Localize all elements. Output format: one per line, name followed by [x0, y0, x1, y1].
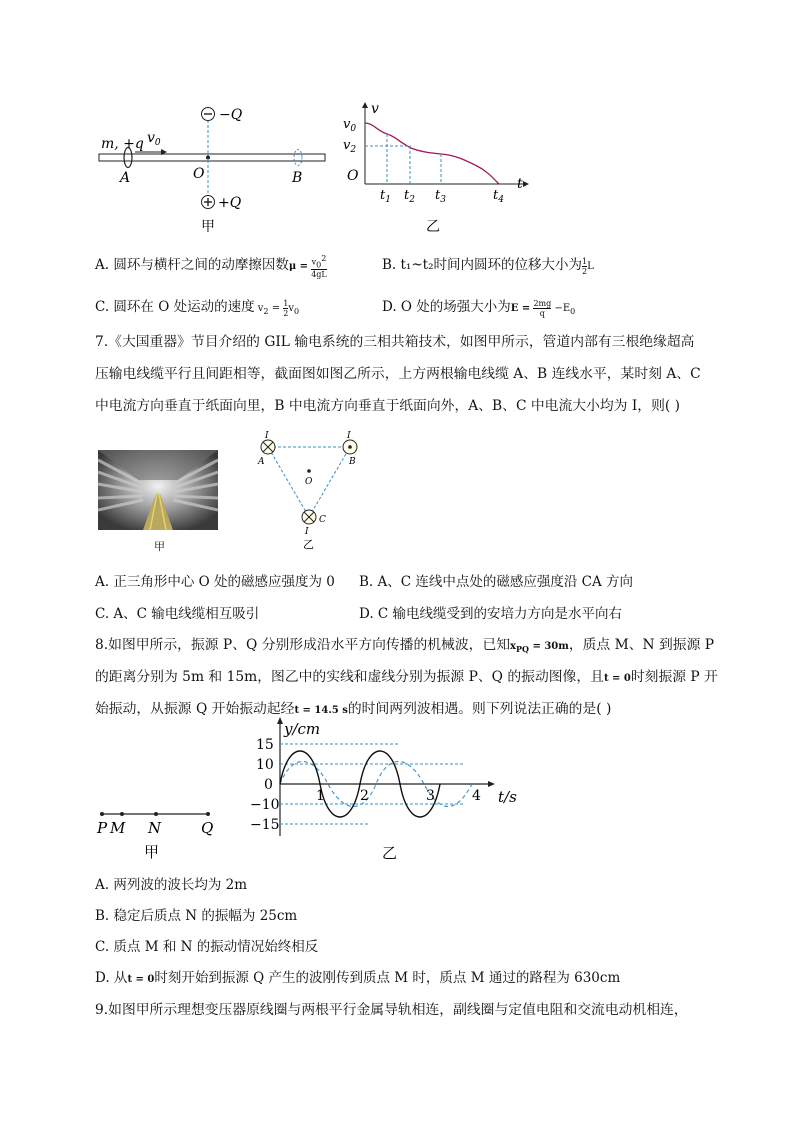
q8-text-line-1: 8.如图甲所示，振源 P、Q 分别形成沿水平方向传播的机械波，已知$x_{PQ} = 30m$，质点 M、N 到振源 P	[95, 637, 715, 654]
source-q-label: Q	[201, 819, 214, 837]
q8-option-c: C. 质点 M 和 N 的振动情况始终相反	[95, 939, 319, 955]
figure-q6-yi-vt-graph	[337, 98, 537, 238]
q7-tunnel-photo	[98, 450, 218, 530]
q6-option-b-formula: $\frac{1}{2}$ L	[582, 257, 594, 276]
q7-option-c: C. A、C 输电线缆相互吸引	[95, 606, 260, 622]
y-tick-10: 10	[256, 757, 274, 773]
q6-option-c-formula: $v_2$ = $\frac{1}{2}$ $v_0$	[254, 299, 300, 318]
q7-fig-yi-caption: 乙	[303, 538, 314, 551]
q8-fig-yi-caption: 乙	[382, 844, 398, 862]
t2-label: $t_2$	[404, 188, 415, 205]
q8-option-d: D. 从t = 0时刻开始到振源 Q 产生的波刚传到质点 M 时，质点 M 通过的路程为 630cm	[95, 970, 621, 986]
positive-charge-label: +Q	[218, 195, 242, 211]
horizontal-rod	[99, 154, 325, 161]
q7-cross-section-diagram	[253, 430, 373, 555]
q8-option-b: B. 稳定后质点 N 的振幅为 25cm	[95, 908, 298, 924]
t-tick-2: 2	[360, 788, 369, 804]
center-point-o	[206, 156, 210, 160]
y-tick-minus-10: −10	[250, 797, 280, 813]
source-p-label: P	[97, 819, 108, 837]
q8-fig-jia	[95, 800, 220, 862]
negative-charge-label: −Q	[219, 107, 243, 123]
q6-option-a: A. 圆环与横杆之间的动摩擦因数μ = $\frac{v_0^2}{4gL}$	[95, 253, 327, 280]
q8-text-line-2: 的距离分别为 5m 和 15m，图乙中的实线和虚线分别为振源 P、Q 的振动图像，且t = 0时刻振源 P 开	[95, 669, 718, 685]
q7-option-d: D. C 输电线缆受到的安培力方向是水平向右	[359, 606, 623, 622]
center-o	[307, 469, 311, 473]
ring-mass-charge-label: m, +q	[101, 136, 144, 152]
v2-label: $v_2$	[343, 138, 357, 155]
q7-option-b: B. A、C 连线中点处的磁感应强度沿 CA 方向	[359, 574, 634, 590]
q8-option-d-formula: t = 0	[127, 974, 155, 985]
q8-t145-formula: t = 14.5 s	[294, 705, 348, 716]
y-tick-0: 0	[264, 777, 273, 793]
v-axis-label: v	[371, 101, 379, 117]
q7-text-line-1: 7.《大国重器》节目介绍的 GIL 输电系统的三相共箱技术，如图甲所示，管道内部有三根绝缘超高	[95, 334, 695, 350]
q7-text-line-3: 中电流方向垂直于纸面向里，B 中电流方向垂直于纸面向外，A、B、C 中电流大小均为 I，则( )	[95, 398, 681, 414]
q7-fig-jia-caption: 甲	[154, 540, 165, 553]
t-tick-3: 3	[426, 788, 435, 804]
q8-text-line-3: 始振动，从振源 Q 开始振动起经t = 14.5 s的时间两列波相遇。则下列说法正确的是( )	[95, 701, 612, 717]
q6-option-d-formula: E = $\frac{2mg}{q}$ $-E_0$	[510, 299, 576, 318]
t-tick-1: 1	[316, 788, 325, 804]
cable-a-label: A	[258, 457, 265, 467]
t4-label: $t_4$	[493, 188, 504, 205]
q8-option-a: A. 两列波的波长均为 2m	[95, 877, 248, 893]
point-a-label: A	[120, 170, 131, 186]
point-b-label: B	[292, 170, 303, 186]
cable-c-current-label: I	[305, 527, 309, 537]
y-axis-label: y/cm	[284, 720, 321, 738]
center-o-label: O	[305, 477, 313, 487]
t-tick-4: 4	[472, 788, 481, 804]
q8-fig-jia-caption: 甲	[144, 843, 160, 861]
initial-velocity-label: $v_0$	[147, 130, 161, 148]
cable-c-label: C	[319, 515, 326, 525]
y-tick-minus-15: −15	[250, 817, 280, 833]
point-n-label: N	[148, 819, 162, 837]
figure-caption-jia: 甲	[201, 219, 215, 235]
y-tick-15: 15	[256, 737, 274, 753]
q6-option-c: C. 圆环在 O 处运动的速度 $v_2$ = $\frac{1}{2}$ $v_0$	[95, 299, 300, 318]
q8-vibration-graph	[250, 716, 530, 866]
t-axis-label: t/s	[498, 788, 517, 806]
figure-q6-jia	[95, 98, 335, 238]
velocity-curve	[365, 123, 499, 184]
t3-label: $t_3$	[435, 188, 446, 205]
point-o-label: O	[193, 166, 205, 182]
t-axis-label: t	[517, 176, 523, 192]
q6-option-b: B. t₁~t₂时间内圆环的位移大小为 $\frac{1}{2}$ L	[382, 257, 594, 276]
q8-t0-formula: t = 0	[603, 673, 631, 684]
q7-text-line-2: 压输电线缆平行且间距相等，截面图如图乙所示，上方两根输电线缆 A、B 连线水平，某时刻 A、C	[95, 366, 701, 382]
q6-option-a-formula: μ = $\frac{v_0^2}{4gL}$	[288, 253, 327, 280]
q7-option-a: A. 正三角形中心 O 处的磁感应强度为 0	[95, 574, 335, 590]
cable-a-current-label: I	[265, 431, 269, 441]
q8-xpq-formula: $x_{PQ} = 30m$	[510, 641, 569, 654]
cable-b-label: B	[349, 457, 356, 467]
q6-option-d: D. O 处的场强大小为E = $\frac{2mg}{q}$ $-E_0$	[382, 299, 576, 318]
origin-label: O	[347, 168, 359, 184]
figure-caption-yi: 乙	[426, 219, 440, 235]
q9-text-line-1: 9.如图甲所示理想变压器原线圈与两根平行金属导轨相连，副线圈与定值电阻和交流电动机相连，	[95, 1002, 688, 1018]
t1-label: $t_1$	[380, 188, 391, 205]
point-m-label: M	[110, 819, 126, 837]
cable-b-current-label: I	[347, 431, 351, 441]
v0-label: $v_0$	[343, 117, 357, 134]
